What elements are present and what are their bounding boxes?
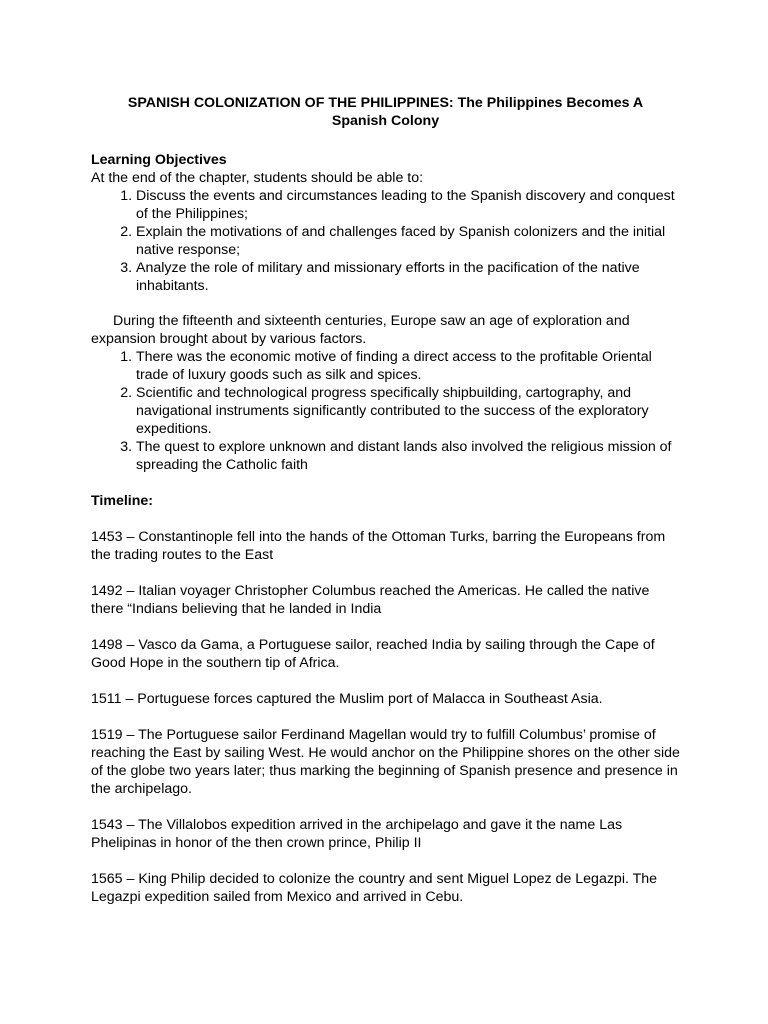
objective-item: 3. Analyze the role of military and missionary efforts in the pacification of the native inhabitants. xyxy=(136,259,680,295)
factor-item: 2. Scientific and technological progress specifically shipbuilding, cartography, and navigational instruments significantly contributed to the success of the exploratory expeditions. xyxy=(136,384,680,438)
timeline-entry: 1543 – The Villalobos expedition arrived in the archipelago and gave it the name Las Phelipinas in honor of the then crown prince, Philip II xyxy=(91,817,623,851)
exploration-paragraph: During the fifteenth and sixteenth centuries, Europe saw an age of exploration and expansion brought about by various factors. xyxy=(91,313,630,347)
document-title: SPANISH COLONIZATION OF THE PHILIPPINES: The Philippines Becomes A Spanish Colony xyxy=(127,95,644,129)
exploration-factors-list xyxy=(91,348,680,474)
objectives-list xyxy=(91,187,680,295)
timeline-entry: 1519 – The Portuguese sailor Ferdinand Magellan would try to fulfill Columbus’ promise of reaching the East by sailing West. He would anchor on the Philippine shores on the other side of the globe two years later; thus marking the beginning of Spanish presence and presence in the archipelago. xyxy=(91,727,680,797)
timeline-entry: 1492 – Italian voyager Christopher Columbus reached the Americas. He called the native there “Indians believing that he landed in India xyxy=(91,583,650,617)
objective-item: 2. Explain the motivations of and challenges faced by Spanish colonizers and the initial native response; xyxy=(136,223,680,259)
factor-item: 1. There was the economic motive of finding a direct access to the profitable Oriental trade of luxury goods such as silk and spices. xyxy=(136,348,680,384)
timeline-entry: 1511 – Portuguese forces captured the Muslim port of Malacca in Southeast Asia. xyxy=(91,691,603,707)
objective-item: 1. Discuss the events and circumstances leading to the Spanish discovery and conquest of the Philippines; xyxy=(136,187,680,223)
timeline-entry: 1498 – Vasco da Gama, a Portuguese sailor, reached India by sailing through the Cape of Good Hope in the southern tip of Africa. xyxy=(91,637,655,671)
factor-item: 3. The quest to explore unknown and distant lands also involved the religious mission of spreading the Catholic faith xyxy=(136,438,680,474)
timeline-entry: 1565 – King Philip decided to colonize the country and sent Miguel Lopez de Legazpi. The Legazpi expedition sailed from Mexico and arrived in Cebu. xyxy=(91,871,658,905)
timeline-heading: Timeline: xyxy=(91,493,154,509)
objectives-intro: At the end of the chapter, students should be able to: xyxy=(91,170,424,186)
timeline-entry: 1453 – Constantinople fell into the hands of the Ottoman Turks, barring the Europeans from the trading routes to the East xyxy=(91,529,666,563)
learning-objectives-heading: Learning Objectives xyxy=(91,152,227,168)
